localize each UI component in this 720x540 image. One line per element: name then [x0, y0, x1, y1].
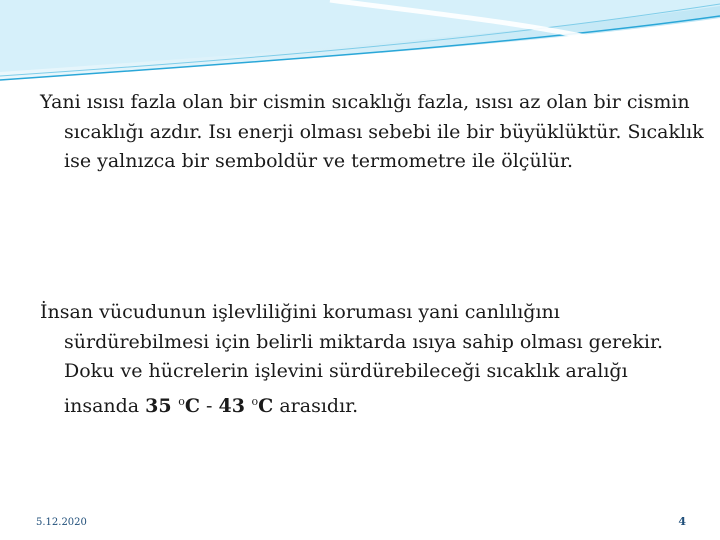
paragraph-heat-temperature: Yani ısısı fazla olan bir cismin sıcaklığı fazla, ısısı az olan bir cismin sıcaklığı azdır. Isı enerji olması sebebi ile bir büyüklüktür. Sıcaklık ise yalnızca bir semboldür ve termometre ile ölçülür.	[40, 91, 704, 172]
degree-symbol-1: o	[178, 394, 185, 408]
page-number: 4	[678, 515, 686, 528]
range-dash: -	[199, 394, 219, 417]
degree-symbol-2: o	[251, 394, 259, 408]
unit-celsius-2: C	[258, 394, 274, 417]
temp-low-value: 35	[145, 394, 179, 417]
paragraph2-text-before: İnsan vücudunun işlevliliğini koruması yani canlılığını sürdürebilmesi için belirli miktarda ısıya sahip olması gerekir. Doku ve hücrelerin işlevini sürdürebileceği sıcaklık aralığı insanda	[40, 301, 664, 417]
header-wave-decoration	[0, 0, 720, 90]
footer-date: 5.12.2020	[36, 517, 87, 528]
unit-celsius-1: C	[184, 394, 200, 417]
paragraph2-text-after: arasıdır.	[273, 394, 359, 417]
wave-front	[0, 0, 720, 72]
paragraph-body-temperature	[40, 298, 704, 421]
temp-high-value: 43	[218, 394, 252, 417]
